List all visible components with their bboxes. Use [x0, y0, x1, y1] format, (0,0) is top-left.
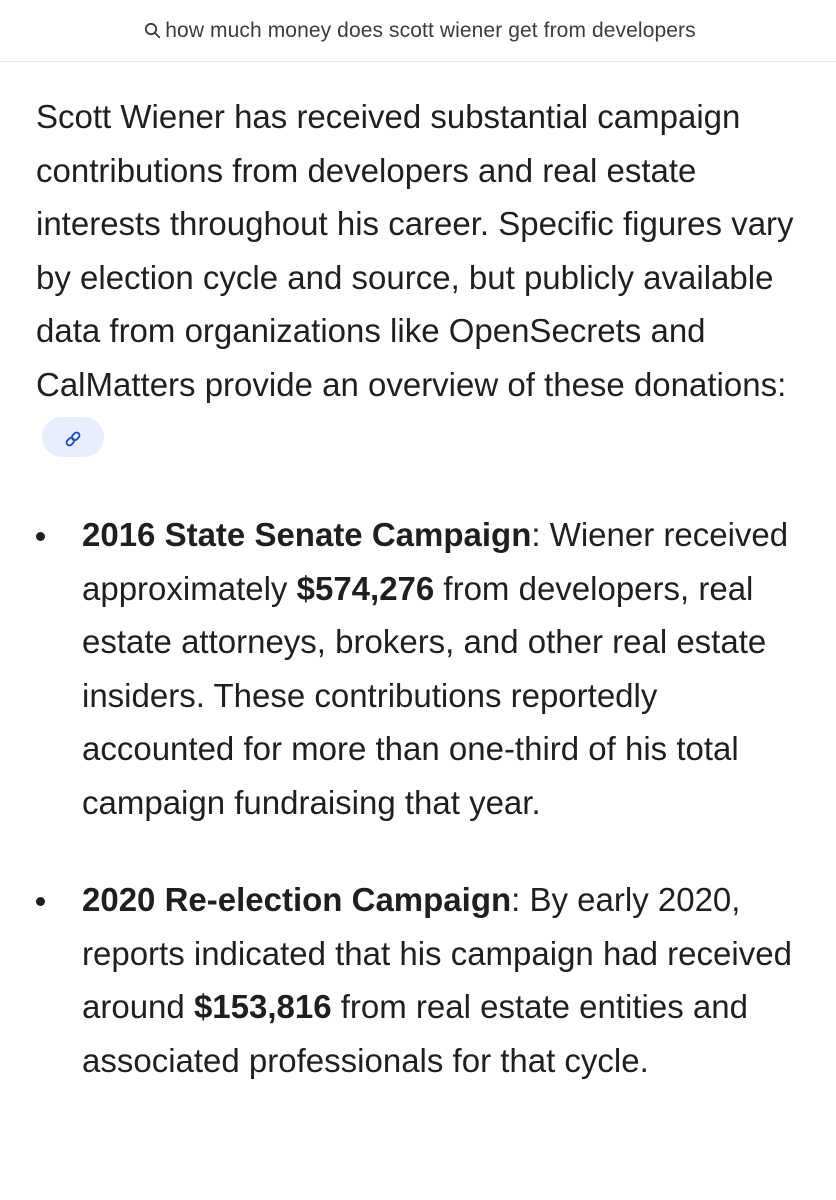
list-item: [36, 873, 816, 1087]
item-text-after: from developers, real estate attorneys, brokers, and other real estate insiders. These contributions reportedly accounted for more than one-third of his total campaign fundraising that year.: [82, 569, 767, 821]
source-link-chip[interactable]: [42, 417, 104, 457]
item-title: 2016 State Senate Campaign: [82, 516, 532, 553]
search-query-text: how much money does scott wiener get from developers: [165, 18, 696, 42]
item-separator: :: [531, 516, 550, 553]
item-text-before: Wiener received approximately: [82, 516, 789, 607]
item-separator: :: [511, 881, 530, 918]
search-icon: [144, 22, 161, 39]
item-text-before: By early 2020, reports indicated that his campaign had received around: [82, 881, 792, 1025]
item-amount: $574,276: [296, 569, 435, 607]
search-query-bar[interactable]: [0, 0, 836, 62]
item-title: 2020 Re-election Campaign: [82, 881, 512, 918]
item-amount: $153,816: [193, 988, 332, 1025]
answer-intro: [36, 90, 816, 465]
bullet-point: [36, 897, 45, 906]
bullet-point: [36, 532, 45, 541]
list-item: [36, 508, 816, 829]
item-text-after: from real estate entities and associated professionals for that cycle.: [82, 988, 748, 1079]
findings-list: [36, 508, 816, 1131]
answer-intro-text: Scott Wiener has received substantial campaign contributions from developers and real estate interests throughout his career. Specific figures vary by election cycle and source, but publicly available data from organizations like OpenSecrets and CalMatters provide an overview of these donations:: [36, 98, 794, 403]
ai-answer: [36, 90, 816, 465]
link-icon: [63, 411, 83, 465]
